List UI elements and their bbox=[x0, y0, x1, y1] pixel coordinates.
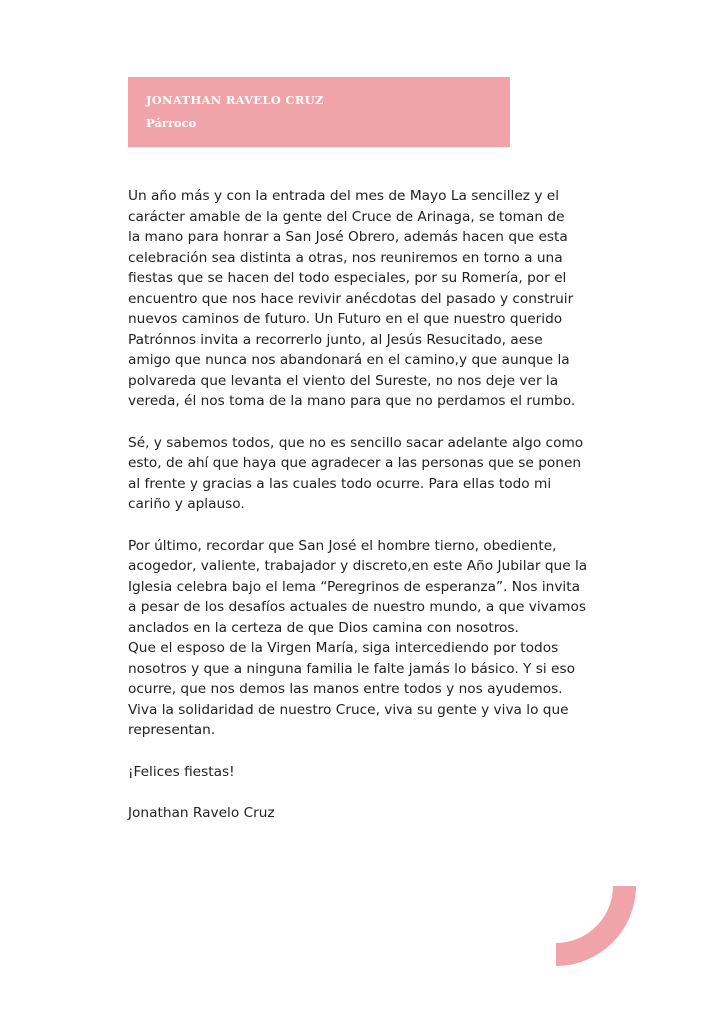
text-line: ocurre, que nos demos las manos entre todos y nos ayudemos. bbox=[128, 681, 563, 697]
text-line: cariño y aplauso. bbox=[128, 496, 245, 512]
text-line: polvareda que levanta el viento del Sureste, no nos deje ver la bbox=[128, 372, 559, 389]
text-line: vereda, él nos toma de la mano para que no perdamos el rumbo. bbox=[128, 393, 576, 409]
text-line: Por último, recordar que San José el hombre tierno, obediente, bbox=[128, 537, 557, 554]
text-line: Un año más y con la entrada del mes de Mayo La sencillez y el bbox=[128, 188, 559, 204]
text-line: al frente y gracias a las cuales todo ocurre. Para ellas todo mi bbox=[128, 475, 552, 492]
text-line: amigo que nunca nos abandonará en el camino,y que aunque la bbox=[128, 352, 570, 368]
letter-body bbox=[128, 186, 598, 824]
text-line: celebración sea distinta a otras, nos reuniremos en torno a una bbox=[128, 249, 563, 266]
text-line: a pesar de los desafíos actuales de nuestro mundo, a que vivamos bbox=[128, 599, 586, 615]
header-banner bbox=[128, 77, 510, 147]
text-line: Que el esposo de la Virgen María, siga intercediendo por todos bbox=[128, 640, 559, 656]
author-role: Párroco bbox=[146, 116, 197, 130]
text-line: carácter amable de la gente del Cruce de Arinaga, se toman de bbox=[128, 208, 565, 225]
text-line: Viva la solidaridad de nuestro Cruce, viva su gente y viva lo que bbox=[128, 701, 569, 718]
text-line: anclados en la certeza de que Dios camina con nosotros. bbox=[128, 619, 519, 636]
author-name: JONATHAN RAVELO CRUZ bbox=[146, 93, 324, 107]
quarter-arc-icon bbox=[556, 886, 636, 966]
signature bbox=[128, 803, 598, 824]
text-line: Sé, y sabemos todos, que no es sencillo sacar adelante algo como bbox=[128, 434, 584, 451]
text-line: nosotros y que a ninguna familia le falte jamás lo básico. Y si eso bbox=[128, 660, 575, 677]
text-line: esto, de ahí que haya que agradecer a las personas que se ponen bbox=[128, 455, 582, 471]
text-line: Patrónnos invita a recorrerlo junto, al Jesús Resucitado, aese bbox=[128, 331, 543, 348]
paragraph-intro bbox=[128, 186, 598, 412]
paragraph-thanks bbox=[128, 433, 598, 515]
paragraph-closing bbox=[128, 536, 598, 741]
text-line: la mano para honrar a San José Obrero, además hacen que esta bbox=[128, 229, 568, 245]
paragraph-greeting bbox=[128, 762, 598, 783]
text-line: acogedor, valiente, trabajador y discreto,en este Año Jubilar que la bbox=[128, 558, 588, 574]
text-line: Jonathan Ravelo Cruz bbox=[128, 805, 275, 821]
text-line: representan. bbox=[128, 722, 216, 738]
text-line: ¡Felices fiestas! bbox=[128, 763, 235, 780]
text-line: encuentro que nos hace revivir anécdotas del pasado y construir bbox=[128, 290, 574, 307]
text-line: Iglesia celebra bajo el lema “Peregrinos de esperanza”. Nos invita bbox=[128, 578, 580, 595]
text-line: nuevos caminos de futuro. Un Futuro en el que nuestro querido bbox=[128, 311, 563, 327]
text-line: fiestas que se hacen del todo especiales, por su Romería, por el bbox=[128, 270, 567, 286]
